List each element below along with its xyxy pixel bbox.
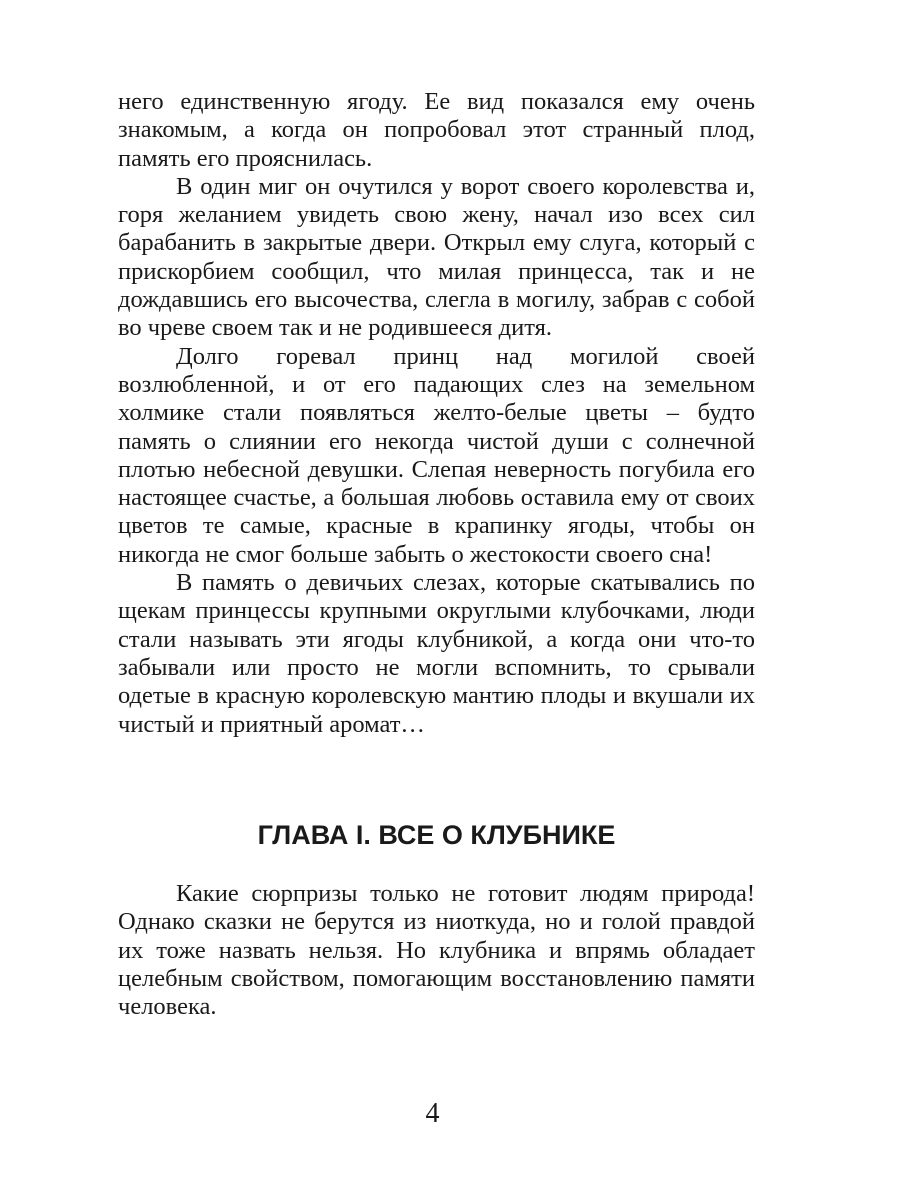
chapter-title: ГЛАВА I. ВСЕ О КЛУБНИКЕ	[257, 820, 616, 850]
page-number: 4	[425, 1098, 440, 1129]
story-text-block	[118, 88, 755, 739]
paragraph-continuation: него единственную ягоду. Ее вид показался ему очень знакомым, а когда он попробовал этот странный плод, память его прояснилась.	[118, 88, 755, 172]
paragraph: В один миг он очутился у ворот своего королевства и, горя желанием увидеть свою жену, начал изо всех сил барабанить в закрытые двери. Открыл ему слуга, который с прискорбием сообщил, что милая принцесса, так и не дождавшись его высочества, слегла в могилу, забрав с собой во чреве своем так и не родившееся дитя.	[118, 172, 755, 342]
paragraph: В память о девичьих слезах, которые скатывались по щекам принцессы крупными округлыми клубочками, люди стали называть эти ягоды клубникой, а когда они что-то забывали или просто не могли вспомнить, то срывали одетые в красную королевскую мантию плоды и вкушали их чистый и приятный аромат…	[118, 569, 755, 738]
chapter-text-block	[118, 880, 755, 1021]
paragraph: Какие сюрпризы только не готовит людям природа! Однако сказки не берутся из ниоткуда, но и голой правдой их тоже назвать нельзя. Но клубника и впрямь обладает целебным свойством, помогающим восстановлению памяти человека.	[118, 880, 755, 1021]
paragraph: Долго горевал принц над могилой своей возлюбленной, и от его падающих слез на земельном холмике стали появляться желто-белые цветы – будто память о слиянии его некогда чистой души с солнечной плотью небесной девушки. Слепая неверность погубила его настоящее счастье, а большая любовь оставила ему от своих цветов те самые, красные в крапинку ягоды, чтобы он никогда не смог больше забыть о жестокости своего сна!	[118, 342, 755, 568]
